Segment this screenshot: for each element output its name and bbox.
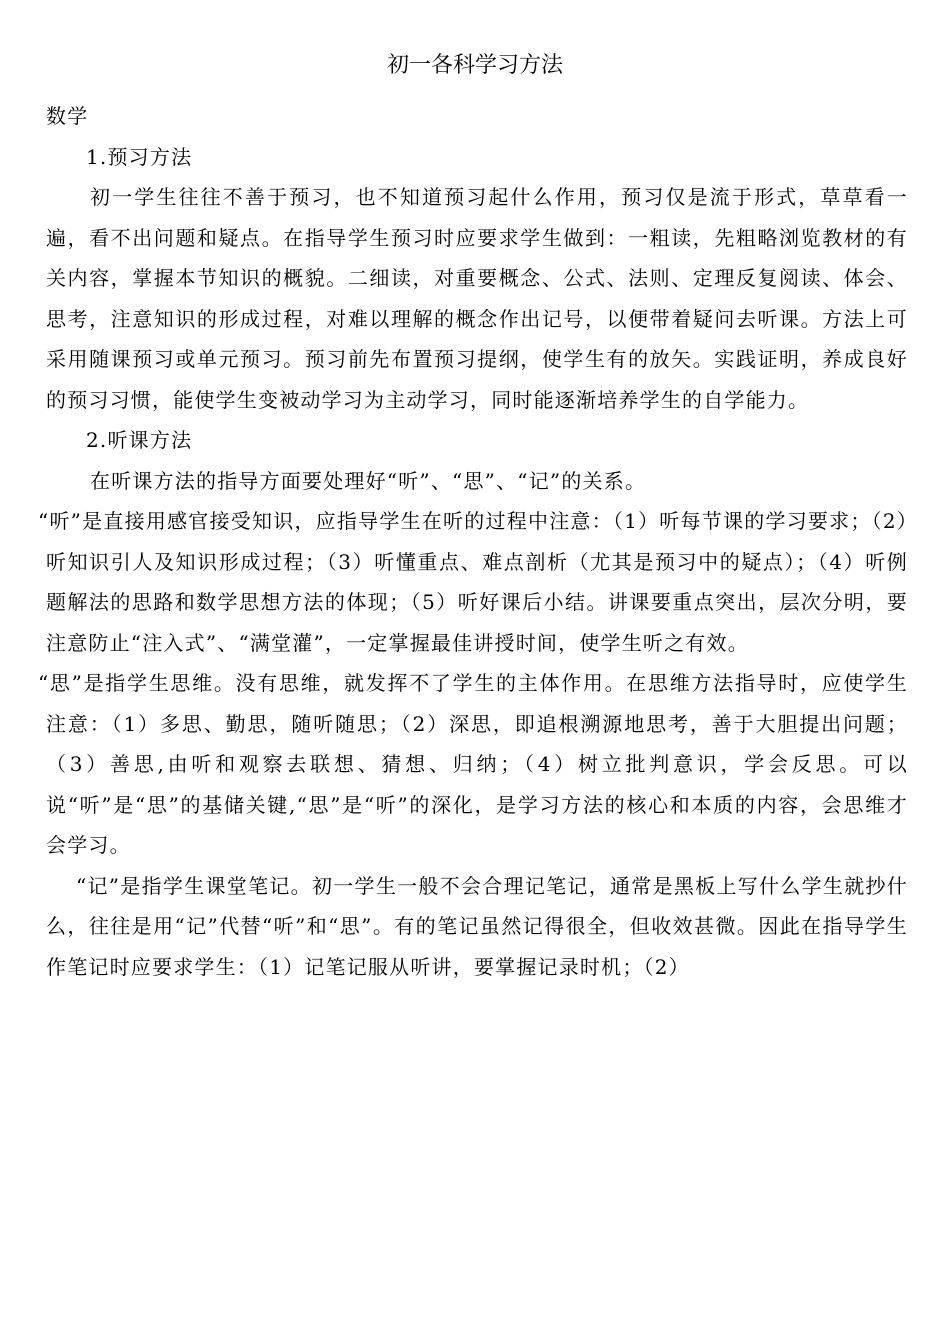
- section-heading-preview: 1.预习方法: [86, 144, 193, 169]
- section-heading-listening: 2.听课方法: [86, 428, 193, 452]
- paragraph-notes: “记”是指学生课堂笔记。初一学生一般不会合理记笔记，通常是黑板上写什么学生就抄什么，往往是用“记”代替“听”和“思”。有的笔记虽然记得很全，但收效甚微。因此在指导学生作笔记时应要求学生：（1）记笔记服从听讲，要掌握记录时机；（2）: [46, 873, 908, 979]
- paragraph-listen: “听”是直接用感官接受知识，应指导学生在听的过程中注意：（1）听每节课的学习要求；（2）听知识引人及知识形成过程；（3）听懂重点、难点剖析（尤其是预习中的疑点）；（4）听例题解法的思路和数学思想方法的体现；（5）听好课后小结。讲课要重点突出，层次分明，要注意防止“注入式”、“满堂灌”，一定掌握最佳讲授时间，使学生听之有效。: [38, 509, 908, 655]
- paragraph-think: “思”是指学生思维。没有思维，就发挥不了学生的主体作用。在思维方法指导时，应使学生注意：（1）多思、勤思，随听随思；（2）深思，即追根溯源地思考，善于大胆提出问题；（3）善思,由听和观察去联想、猜想、归纳；（4）树立批判意识，学会反思。可以说“听”是“思”的基储关键,“思”是“听”的深化，是学习方法的核心和本质的内容，会思维才会学习。: [38, 671, 908, 857]
- subject-heading: 数学: [46, 104, 89, 128]
- document-body: [38, 96, 908, 987]
- document-title: 初一各科学习方法: [386, 53, 563, 78]
- paragraph-preview-method: 初一学生往往不善于预习，也不知道预习起什么作用，预习仅是流于形式，草草看一遍，看不出问题和疑点。在指导学生预习时应要求学生做到：一粗读，先粗略浏览教材的有关内容，掌握本节知识的概貌。二细读，对重要概念、公式、法则、定理反复阅读、体会、思考，注意知识的形成过程，对难以理解的概念作出记号，以便带着疑问去听课。方法上可采用随课预习或单元预习。预习前先布置预习提纲，使学生有的放矢。实践证明，养成良好的预习习惯，能使学生变被动学习为主动学习，同时能逐渐培养学生的自学能力。: [46, 185, 908, 412]
- paragraph-listening-intro: 在听课方法的指导方面要处理好“听”、“思”、“记”的关系。: [90, 468, 647, 493]
